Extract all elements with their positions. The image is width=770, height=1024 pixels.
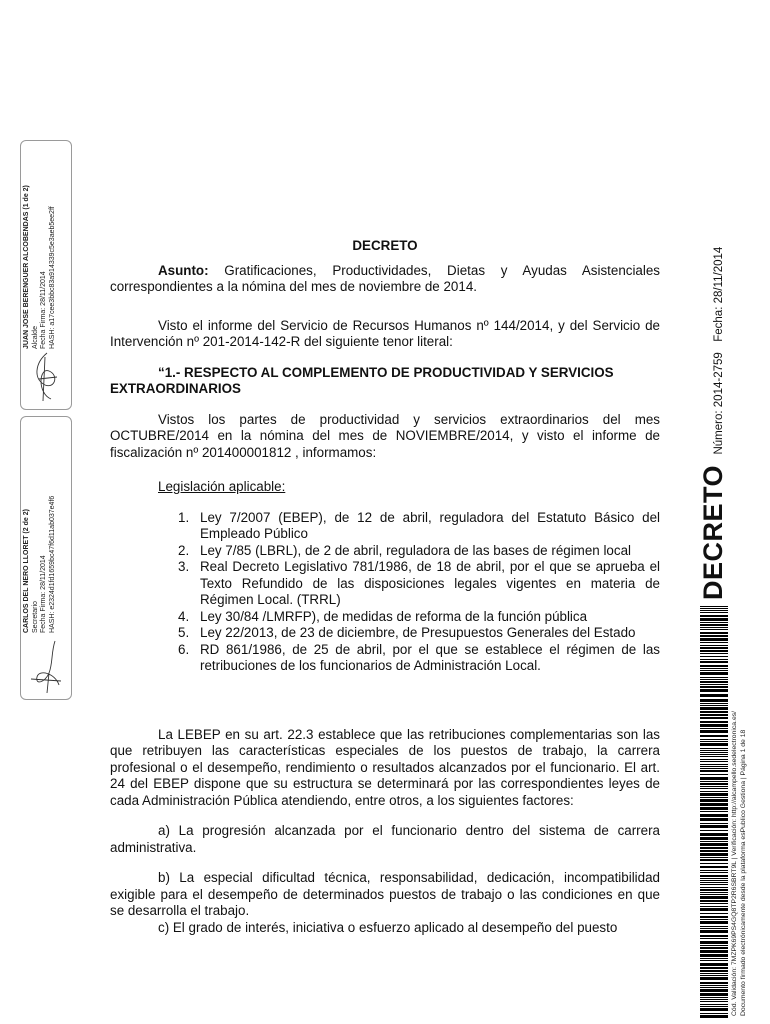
list-item: [178, 608, 660, 626]
barcode-bar: [700, 661, 728, 663]
barcode-bar: [700, 694, 728, 697]
barcode-bar: [700, 814, 728, 817]
list-item-number: 2.: [178, 542, 190, 558]
barcode-bar: [700, 774, 728, 775]
barcode-bar: [700, 699, 728, 702]
subject-label: Asunto:: [158, 262, 209, 278]
signature-block-2: [20, 416, 72, 700]
barcode-bar: [700, 894, 728, 895]
barcode-bar: [700, 606, 728, 607]
barcode-bar: [700, 656, 728, 657]
list-item-text: Ley 30/84 /LMRFP), de medidas de reforma de la función pública: [200, 608, 588, 624]
barcode-bar: [700, 919, 728, 920]
signature-2-details: [23, 496, 57, 633]
barcode-bar: [700, 850, 728, 852]
barcode-bar: [700, 889, 728, 891]
barcode-bar: [700, 717, 728, 719]
barcode-bar: [700, 837, 728, 840]
barcode-bar: [700, 783, 728, 785]
barcode-bar: [700, 632, 728, 634]
barcode-bar: [700, 1001, 728, 1002]
decree-stamp: [698, 247, 729, 600]
barcode-bar: [700, 887, 728, 888]
barcode-bar: [700, 743, 728, 746]
signer-2-hash: HASH: e2324d1fd1659bc47f6d11ab037e4f6: [48, 495, 56, 633]
intro-paragraph: Visto el informe del Servicio de Recursos Humanos nº 144/2014, y del Servicio de Intervención nº 201-2014-142-R del siguiente tenor literal:: [110, 317, 660, 349]
signer-2-role: Secretario: [31, 601, 39, 633]
barcode-bar: [700, 703, 728, 704]
barcode-bar: [700, 823, 728, 824]
barcode-bar: [700, 958, 728, 959]
subject-text: Gratificaciones, Productividades, Dietas y Ayudas Asistenciales correspondientes a la nómina del mes de noviembre de 2014.: [110, 262, 660, 294]
barcode-bar: [700, 681, 728, 683]
barcode-bar: [700, 926, 728, 927]
barcode-bar: [700, 997, 728, 998]
barcode-bar: [700, 668, 728, 669]
barcode-bar: [700, 1013, 728, 1014]
barcode-bar: [700, 999, 728, 1000]
barcode-bar: [700, 975, 728, 976]
barcode-bar: [700, 857, 728, 858]
barcode-bar: [700, 638, 728, 641]
barcode-bar: [700, 928, 728, 929]
barcode-bar: [700, 642, 728, 643]
barcode-bar: [700, 963, 728, 966]
barcode-bar: [700, 650, 728, 652]
barcode-bar: [700, 686, 728, 688]
list-item-text: RD 861/1986, de 25 de abril, por el que se establece el régimen de las retribuciones de los funcionarios de Administración Local.: [200, 641, 660, 673]
list-item-number: 6.: [178, 641, 190, 657]
barcode-bar: [700, 866, 728, 868]
barcode-bar: [700, 761, 728, 762]
barcode-bar: [700, 900, 728, 902]
document-title: DECRETO: [352, 238, 418, 253]
barcode-bar: [700, 770, 728, 772]
barcode-bar: [700, 622, 728, 623]
barcode-bar: [700, 970, 728, 972]
barcode-bar: [700, 759, 728, 760]
signer-2-name: CARLOS DEL NERO LLORET (2 de 2): [23, 509, 30, 633]
barcode-bar: [700, 788, 728, 789]
legislation-heading: Legislación aplicable:: [158, 479, 286, 494]
barcode-bar: [700, 950, 728, 953]
barcode-bar: [700, 689, 728, 692]
validation-barcode: [700, 606, 728, 1018]
barcode-bar: [700, 618, 728, 621]
barcode-bar: [700, 985, 728, 986]
barcode-bar: [700, 906, 728, 907]
barcode-bar: [700, 875, 728, 877]
barcode-bar: [700, 870, 728, 871]
barcode-bar: [700, 977, 728, 980]
barcode-bar: [700, 954, 728, 957]
section-heading: “1.- RESPECTO AL COMPLEMENTO DE PRODUCTIVIDAD Y SERVICIOS EXTRAORDINARIOS: [110, 364, 614, 396]
barcode-bar: [700, 711, 728, 713]
list-item-number: 4.: [178, 608, 190, 624]
stamp-type: DECRETO: [698, 464, 728, 600]
barcode-bar: [700, 982, 728, 984]
barcode-bar: [700, 756, 728, 757]
barcode-bar: [700, 739, 728, 740]
barcode-bar: [700, 764, 728, 765]
barcode-bar: [700, 1015, 728, 1018]
barcode-bar: [700, 853, 728, 856]
barcode-bar: [700, 786, 728, 787]
signer-1-date: Fecha Firma: 28/11/2014: [40, 271, 47, 349]
barcode-bar: [700, 741, 728, 742]
signer-1-hash: HASH: a17cee3bbc83a914339c5e3aeb5ee2ff: [48, 206, 56, 349]
barcode-bar: [700, 1008, 728, 1011]
barcode-bar: [700, 841, 728, 842]
barcode-bar: [700, 863, 728, 864]
barcode-bar: [700, 647, 728, 649]
barcode-bar: [700, 627, 728, 628]
barcode-bar: [700, 880, 728, 881]
barcode-bar: [700, 811, 728, 812]
barcode-bar: [700, 797, 728, 798]
stamp-date: Fecha: 28/11/2014: [713, 246, 725, 342]
barcode-bar: [700, 791, 728, 792]
barcode-bar: [700, 748, 728, 749]
list-item-number: 5.: [178, 625, 190, 640]
list-item: [178, 641, 660, 675]
list-item-text: Real Decreto Legislativo 781/1986, de 18 de abril, por el que se aprueba el Texto Refundido de las disposiciones legales vigentes en materia de Régimen Local. (TRRL): [200, 559, 660, 607]
barcode-bar: [700, 938, 728, 939]
barcode-bar: [700, 672, 728, 675]
handwritten-signature-1: [25, 349, 67, 405]
barcode-bar: [700, 843, 728, 846]
barcode-bar: [700, 752, 728, 753]
factor-b: b) La especial dificultad técnica, responsabilidad, dedicación, incompatibilidad exigible para el desempeño de determinados puestos de trabajo o las condiciones en que se desarrolla el trabajo.: [110, 870, 660, 918]
list-item-text: Ley 7/85 (LBRL), de 2 de abril, reguladora de las bases de régimen local: [200, 542, 631, 558]
subject-paragraph: [110, 263, 660, 296]
barcode-bar: [700, 777, 728, 780]
barcode-bar: [700, 973, 728, 974]
barcode-bar: [700, 721, 728, 723]
list-item: [178, 509, 660, 543]
barcode-bar: [700, 807, 728, 810]
barcode-bar: [700, 916, 728, 918]
barcode-bar: [700, 921, 728, 924]
barcode-bar: [700, 730, 728, 733]
verification-line-1: Cód. Validación: 7MZPK69PS4GQ8TP2R6SBRT9L | Verificación: http://alcampello.sedelectronica.es/: [731, 710, 738, 1016]
barcode-bar: [700, 967, 728, 969]
barcode-bar: [700, 892, 728, 893]
barcode-bar: [700, 707, 728, 710]
barcode-bar: [700, 684, 728, 685]
barcode-bar: [700, 847, 728, 849]
barcode-bar: [700, 665, 728, 667]
barcode-bar: [700, 799, 728, 802]
signature-1-details: [23, 185, 57, 349]
barcode-bar: [700, 913, 728, 914]
barcode-bar: [700, 941, 728, 944]
barcode-bar: [700, 803, 728, 806]
barcode-bar: [700, 653, 728, 654]
barcode-bar: [700, 830, 728, 831]
list-item: [178, 559, 660, 609]
barcode-bar: [700, 987, 728, 988]
signer-1-name: JUAN JOSE BERENGUER ALCOBENDAS (1 de 2): [23, 185, 30, 349]
barcode-bar: [700, 754, 728, 755]
signature-block-1: [20, 140, 72, 410]
barcode-bar: [700, 945, 728, 946]
barcode-bar: [700, 766, 728, 767]
barcode-bar: [700, 724, 728, 727]
barcode-bar: [700, 833, 728, 836]
barcode-bar: [700, 659, 728, 660]
barcode-bar: [700, 679, 728, 680]
signer-2-date: Fecha Firma: 28/11/2014: [40, 555, 47, 633]
barcode-bar: [700, 896, 728, 899]
barcode-bar: [700, 670, 728, 671]
barcode-bar: [700, 930, 728, 933]
signer-1-role: Alcalde: [31, 326, 39, 349]
barcode-bar: [700, 825, 728, 828]
barcode-bar: [700, 882, 728, 883]
barcode-bar: [700, 908, 728, 911]
barcode-bar: [700, 612, 728, 613]
lebep-paragraph: La LEBEP en su art. 22.3 establece que las retribuciones complementarias son las que retribuyen las características especiales de los puestos de trabajo, la carrera profesional o el desempeño, rendimiento o resultados alcanzados por el funcionario. El art. 24 del EBEP dispone que su estructura se determinará por las correspondientes leyes de cada Administración Pública atendiendo, entre otros, a los siguientes factores:: [110, 726, 660, 808]
barcode-bar: [700, 993, 728, 996]
stamp-number: Número: 2014-2759: [713, 352, 725, 455]
factor-a: a) La progresión alcanzada por el funcionario dentro del sistema de carrera administrativa.: [110, 823, 660, 855]
list-item-text: Ley 7/2007 (EBEP), de 12 de abril, reguladora del Estatuto Básico del Empleado Público: [200, 509, 660, 541]
list-item-number: 1.: [178, 509, 190, 525]
barcode-bar: [700, 677, 728, 678]
barcode-bar: [700, 793, 728, 796]
barcode-bar: [700, 903, 728, 904]
barcode-bar: [700, 818, 728, 821]
barcode-bar: [700, 878, 728, 879]
barcode-bar: [700, 859, 728, 861]
barcode-bar: [700, 624, 728, 626]
barcode-bar: [700, 610, 728, 611]
barcode-bar: [700, 989, 728, 992]
barcode-bar: [700, 1004, 728, 1005]
barcode-bar: [700, 635, 728, 637]
barcode-bar: [700, 768, 728, 769]
barcode-bar: [700, 735, 728, 737]
verification-text: [731, 711, 748, 1016]
barcode-bar: [700, 705, 728, 706]
barcode-bar: [700, 728, 728, 729]
list-item-number: 3.: [178, 559, 190, 574]
verification-line-2: Documento firmado electrónicamente desde la plataforma esPublico Gestiona | Página 1 de 18: [739, 729, 747, 1016]
barcode-bar: [700, 629, 728, 630]
legislation-list: [110, 510, 660, 675]
barcode-bar: [700, 608, 728, 609]
barcode-bar: [700, 615, 728, 617]
handwritten-signature-2: [25, 639, 67, 695]
barcode-bar: [700, 884, 728, 885]
barcode-bar: [700, 714, 728, 716]
list-item: [178, 625, 660, 642]
barcode-bar: [700, 935, 728, 937]
barcode-bar: [700, 781, 728, 782]
list-item-text: Ley 22/2013, de 23 de diciembre, de Presupuestos Generales del Estado: [200, 625, 636, 640]
vistos-paragraph: Vistos los partes de productividad y servicios extraordinarios del mes OCTUBRE/2014 en la nómina del mes de NOVIEMBRE/2014, y visto el informe de fiscalización nº 201400001812 , informamos:: [110, 411, 660, 460]
decree-body: [110, 238, 660, 936]
barcode-bar: [700, 750, 728, 751]
barcode-bar: [700, 947, 728, 949]
factor-c: c) El grado de interés, iniciativa o esfuerzo aplicado al desempeño del puesto: [158, 919, 618, 935]
list-item: [178, 542, 660, 560]
barcode-bar: [700, 960, 728, 961]
barcode-bar: [700, 1006, 728, 1007]
barcode-bar: [700, 645, 728, 646]
barcode-bar: [700, 872, 728, 873]
